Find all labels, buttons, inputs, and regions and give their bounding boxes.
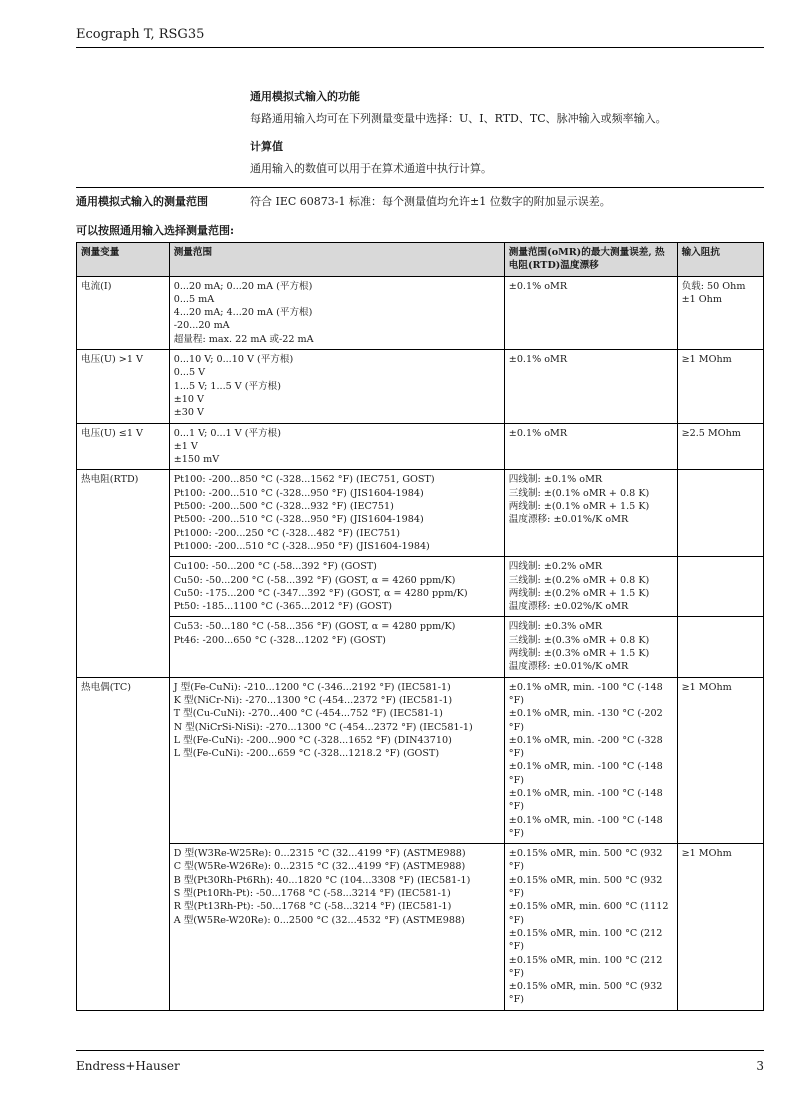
error-line: ±0.1% oMR, min. -100 °C (-148 °F) bbox=[508, 761, 663, 786]
cell-impedance: ≥1 MOhm bbox=[677, 844, 763, 1011]
range-line: L 型(Fe-CuNi): -200...900 °C (-328...1652 °F) (DIN43710) bbox=[173, 734, 452, 746]
error-line: 两线制: ±(0.1% oMR + 1.5 K) bbox=[508, 501, 650, 513]
range-line: Pt500: -200...510 °C (-328...950 °F) (JIS1604-1984) bbox=[173, 514, 424, 526]
range-label: 通用模拟式输入的测量范围 bbox=[76, 195, 208, 208]
range-line: 超量程: max. 22 mA 或-22 mA bbox=[173, 333, 314, 345]
error-line: 两线制: ±(0.3% oMR + 1.5 K) bbox=[508, 648, 650, 660]
functions-text: 每路通用输入均可在下列测量变量中选择：U、I、RTD、TC、脉冲输入或频率输入。 bbox=[250, 112, 667, 125]
range-line: S 型(Pt10Rh-Pt): -50...1768 °C (-58...3214 °F) (IEC581-1) bbox=[173, 888, 451, 900]
error-line: ±0.1% oMR, min. -100 °C (-148 °F) bbox=[508, 681, 663, 706]
error-line: 温度漂移: ±0.01%/K oMR bbox=[508, 661, 629, 673]
cell-ranges bbox=[169, 423, 504, 470]
header-divider bbox=[76, 47, 764, 48]
table-row-current bbox=[77, 276, 764, 349]
range-line: B 型(Pt30Rh-Pt6Rh): 40...1820 °C (104...3308 °F) (IEC581-1) bbox=[173, 874, 471, 886]
cell-variable: 电流(I) bbox=[77, 276, 170, 349]
calc-text: 通用输入的数值可以用于在算术通道中执行计算。 bbox=[250, 162, 492, 175]
cell-impedance: ≥1 MOhm bbox=[677, 677, 763, 844]
range-line: Cu50: -50...200 °C (-58...392 °F) (GOST, α = 4260 ppm/K) bbox=[173, 574, 456, 586]
range-line: 1...5 V; 1...5 V (平方根) bbox=[173, 380, 282, 392]
measuring-range-table bbox=[76, 242, 764, 1011]
error-line: ±0.15% oMR, min. 500 °C (932 °F) bbox=[508, 848, 663, 873]
range-line: Pt1000: -200...250 °C (-328...482 °F) (IEC751) bbox=[173, 527, 400, 539]
range-line: 0...1 V; 0...1 V (平方根) bbox=[173, 427, 282, 439]
cell-error bbox=[504, 677, 677, 844]
range-line: N 型(NiCrSi-NiSi): -270...1300 °C (-454...2372 °F) (IEC581-1) bbox=[173, 721, 473, 733]
error-line: 三线制: ±(0.1% oMR + 0.8 K) bbox=[508, 487, 650, 499]
table-row-tc-1 bbox=[77, 677, 764, 844]
range-line: ±1 V bbox=[173, 440, 198, 452]
page-number: 3 bbox=[756, 1059, 764, 1073]
cell-error: ±0.1% oMR bbox=[504, 276, 677, 349]
range-line: Cu53: -50...180 °C (-58...356 °F) (GOST, α = 4280 ppm/K) bbox=[173, 621, 456, 633]
cell-ranges bbox=[169, 557, 504, 617]
range-line: Cu50: -175...200 °C (-347...392 °F) (GOST, α = 4280 ppm/K) bbox=[173, 587, 468, 599]
range-line: -20...20 mA bbox=[173, 320, 230, 332]
error-line: 两线制: ±(0.2% oMR + 1.5 K) bbox=[508, 587, 650, 599]
cell-impedance: ≥1 MOhm bbox=[677, 350, 763, 423]
header-error: 测量范围(oMR)的最大测量误差, 热电阻(RTD)温度漂移 bbox=[504, 243, 677, 277]
cell-ranges bbox=[169, 617, 504, 677]
cell-error bbox=[504, 844, 677, 1011]
cell-error: ±0.1% oMR bbox=[504, 350, 677, 423]
range-line: 0...5 V bbox=[173, 367, 206, 379]
cell-ranges bbox=[169, 677, 504, 844]
range-line: C 型(W5Re-W26Re): 0...2315 °C (32...4199 °F) (ASTME988) bbox=[173, 861, 466, 873]
error-line: 四线制: ±0.3% oMR bbox=[508, 621, 603, 633]
cell-variable: 热电偶(TC) bbox=[77, 677, 170, 1010]
footer-brand: Endress+Hauser bbox=[76, 1059, 180, 1073]
range-text: 符合 IEC 60873-1 标准：每个测量值均允许±1 位数字的附加显示误差。 bbox=[250, 195, 611, 208]
error-line: 温度漂移: ±0.01%/K oMR bbox=[508, 514, 629, 526]
cell-ranges bbox=[169, 844, 504, 1011]
table-header-row bbox=[77, 243, 764, 277]
functions-heading: 通用模拟式输入的功能 bbox=[250, 90, 360, 103]
cell-variable: 热电阻(RTD) bbox=[77, 470, 170, 677]
document-header-title: Ecograph T, RSG35 bbox=[76, 27, 205, 42]
error-line: ±0.15% oMR, min. 600 °C (1112 °F) bbox=[508, 901, 669, 926]
table-row-voltage-low bbox=[77, 423, 764, 470]
range-line: ±10 V bbox=[173, 393, 204, 405]
functions-section bbox=[250, 88, 764, 126]
range-line: D 型(W3Re-W25Re): 0...2315 °C (32...4199 °F) (ASTME988) bbox=[173, 848, 466, 860]
range-line: 0...5 mA bbox=[173, 293, 215, 305]
cell-impedance bbox=[677, 276, 763, 349]
table-row-tc-2 bbox=[77, 844, 764, 1011]
header-variable: 测量变量 bbox=[77, 243, 170, 277]
cell-impedance bbox=[677, 470, 763, 557]
range-line: T 型(Cu-CuNi): -270...400 °C (-454...752 °F) (IEC581-1) bbox=[173, 708, 443, 720]
calc-section bbox=[250, 138, 764, 176]
range-line: 0...20 mA; 0...20 mA (平方根) bbox=[173, 280, 313, 292]
error-line: 温度漂移: ±0.02%/K oMR bbox=[508, 601, 629, 613]
cell-impedance bbox=[677, 557, 763, 617]
error-line: ±0.15% oMR, min. 500 °C (932 °F) bbox=[508, 981, 663, 1006]
range-line: ±30 V bbox=[173, 407, 204, 419]
table-row-voltage-high bbox=[77, 350, 764, 423]
impedance-line: 负载: 50 Ohm bbox=[681, 280, 746, 292]
range-line: 0...10 V; 0...10 V (平方根) bbox=[173, 354, 294, 366]
error-line: ±0.1% oMR, min. -130 °C (-202 °F) bbox=[508, 708, 663, 733]
calc-heading: 计算值 bbox=[250, 140, 283, 153]
cell-impedance bbox=[677, 617, 763, 677]
range-line: Pt50: -185...1100 °C (-365...2012 °F) (GOST) bbox=[173, 601, 393, 613]
error-line: 三线制: ±(0.3% oMR + 0.8 K) bbox=[508, 634, 650, 646]
range-line: 4...20 mA; 4...20 mA (平方根) bbox=[173, 307, 313, 319]
table-row-rtd-3 bbox=[77, 617, 764, 677]
range-line: Pt46: -200...650 °C (-328...1202 °F) (GOST) bbox=[173, 634, 386, 646]
cell-error: ±0.1% oMR bbox=[504, 423, 677, 470]
cell-impedance: ≥2.5 MOhm bbox=[677, 423, 763, 470]
table-row-rtd-2 bbox=[77, 557, 764, 617]
table-row-rtd-1 bbox=[77, 470, 764, 557]
error-line: ±0.1% oMR, min. -100 °C (-148 °F) bbox=[508, 787, 663, 813]
range-line: Pt100: -200...850 °C (-328...1562 °F) (IEC751, GOST) bbox=[173, 474, 435, 486]
error-line: ±0.15% oMR, min. 100 °C (212 °F) bbox=[508, 954, 663, 979]
cell-error bbox=[504, 617, 677, 677]
range-divider bbox=[76, 187, 764, 188]
error-line: ±0.15% oMR, min. 100 °C (212 °F) bbox=[508, 927, 663, 953]
cell-error bbox=[504, 557, 677, 617]
range-line: Pt500: -200...500 °C (-328...932 °F) (IEC751) bbox=[173, 501, 394, 513]
cell-variable: 电压(U) >1 V bbox=[77, 350, 170, 423]
cell-ranges bbox=[169, 470, 504, 557]
error-line: 四线制: ±0.2% oMR bbox=[508, 561, 603, 573]
range-line: R 型(Pt13Rh-Pt): -50...1768 °C (-58...3214 °F) (IEC581-1) bbox=[173, 901, 452, 913]
header-impedance: 输入阻抗 bbox=[677, 243, 763, 277]
range-line: J 型(Fe-CuNi): -210...1200 °C (-346...2192 °F) (IEC581-1) bbox=[173, 681, 451, 693]
cell-ranges bbox=[169, 276, 504, 349]
error-line: 四线制: ±0.1% oMR bbox=[508, 474, 603, 486]
range-line: A 型(W5Re-W20Re): 0...2500 °C (32...4532 °F) (ASTME988) bbox=[173, 914, 465, 926]
error-line: ±0.15% oMR, min. 500 °C (932 °F) bbox=[508, 874, 663, 900]
cell-ranges bbox=[169, 350, 504, 423]
error-line: ±0.1% oMR, min. -200 °C (-328 °F) bbox=[508, 734, 663, 760]
cell-variable: 电压(U) ≤1 V bbox=[77, 423, 170, 470]
range-line: L 型(Fe-CuNi): -200...659 °C (-328...1218.2 °F) (GOST) bbox=[173, 748, 440, 760]
cell-error bbox=[504, 470, 677, 557]
range-line: K 型(NiCr-Ni): -270...1300 °C (-454...2372 °F) (IEC581-1) bbox=[173, 694, 453, 706]
range-line: Pt100: -200...510 °C (-328...950 °F) (JIS1604-1984) bbox=[173, 487, 424, 499]
range-line: Cu100: -50...200 °C (-58...392 °F) (GOST) bbox=[173, 561, 377, 573]
table-title: 可以按照通用输入选择测量范围: bbox=[76, 224, 235, 237]
error-line: ±0.1% oMR, min. -100 °C (-148 °F) bbox=[508, 814, 663, 839]
impedance-line: ±1 Ohm bbox=[681, 293, 722, 305]
error-line: 三线制: ±(0.2% oMR + 0.8 K) bbox=[508, 574, 650, 586]
range-line: ±150 mV bbox=[173, 454, 220, 466]
header-range: 测量范围 bbox=[169, 243, 504, 277]
footer-divider bbox=[76, 1050, 764, 1051]
range-line: Pt1000: -200...510 °C (-328...950 °F) (JIS1604-1984) bbox=[173, 540, 430, 552]
